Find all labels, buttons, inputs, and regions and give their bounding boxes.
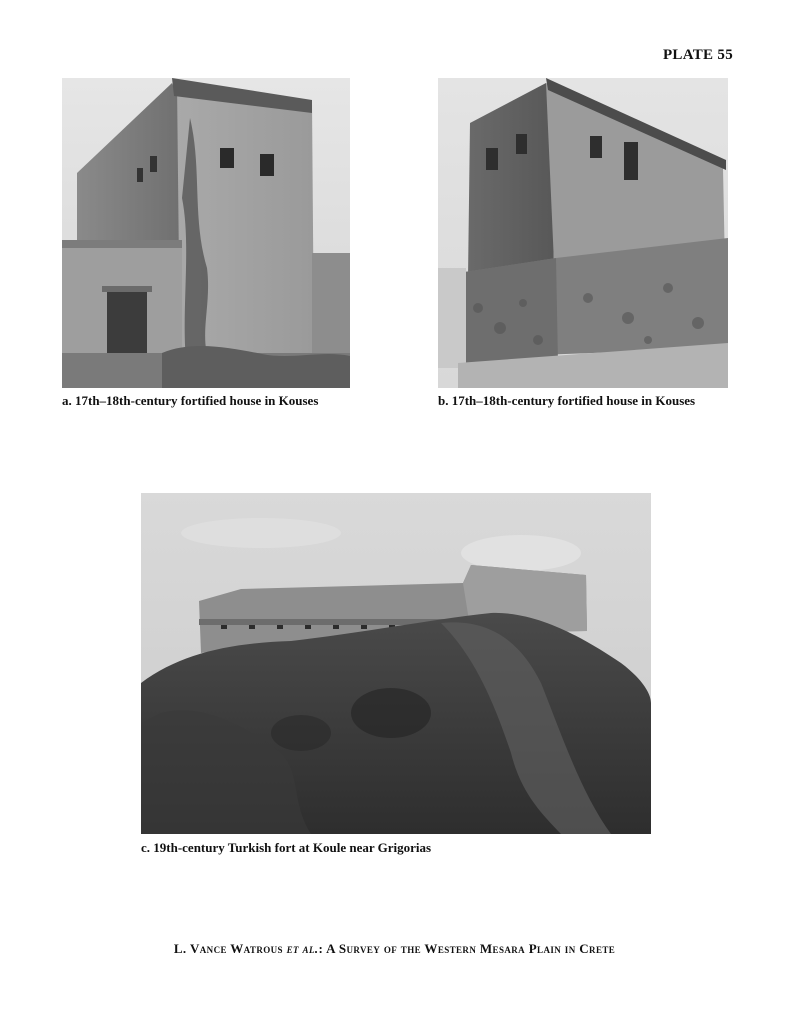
footer-title: : A Survey of the Western Mesara Plain in Crete xyxy=(318,941,616,956)
caption-c: c. 19th-century Turkish fort at Koule near Grigorias xyxy=(141,840,432,855)
photo-fortified-house-a xyxy=(62,78,350,388)
running-footer xyxy=(0,941,789,957)
photo-fortified-house-b xyxy=(438,78,728,388)
caption-b: b. 17th–18th-century fortified house in Kouses xyxy=(438,393,696,408)
footer-etal: et al. xyxy=(286,941,319,956)
footer-author: L. Vance Watrous xyxy=(173,941,283,956)
photo-turkish-fort xyxy=(141,493,651,834)
caption-a: a. 17th–18th-century fortified house in Kouses xyxy=(62,393,319,408)
plate-number: PLATE 55 xyxy=(662,47,733,63)
